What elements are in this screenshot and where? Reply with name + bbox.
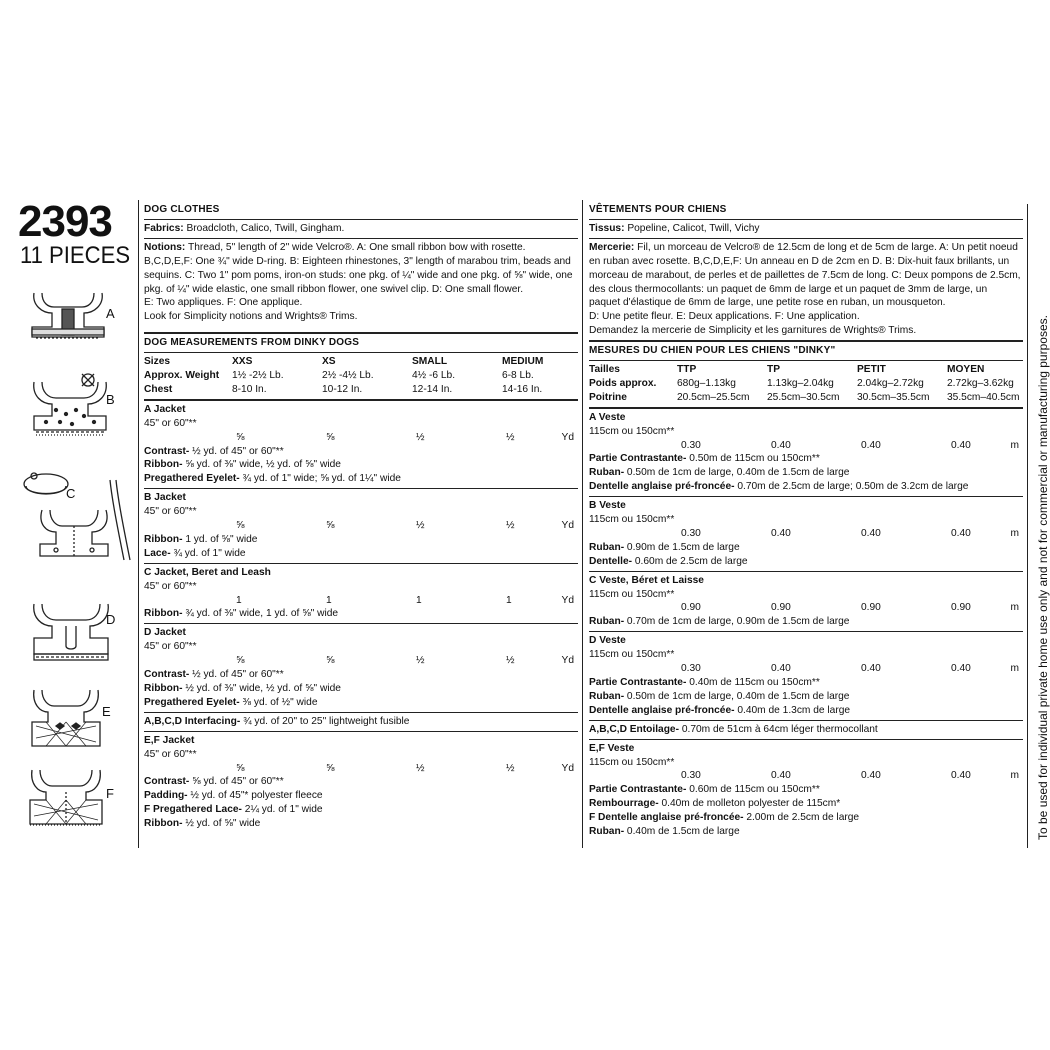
- english-title: DOG CLOTHES: [144, 204, 220, 215]
- yardage-section: [144, 715, 578, 729]
- pattern-number: 2393: [18, 197, 112, 246]
- pieces-count: 11 PIECES: [20, 242, 131, 269]
- measurement-row: [589, 377, 1023, 391]
- french-column: [589, 203, 1023, 839]
- view-d-illustration: [26, 596, 118, 668]
- amount-cell: ½: [506, 655, 515, 667]
- section-title: E,F Veste: [589, 742, 635, 754]
- yardage-section: [144, 626, 578, 709]
- french-title: VÊTEMENTS POUR CHIENS: [589, 204, 727, 215]
- amount-cell: 0.40: [951, 663, 971, 675]
- fabric-width: 115cm ou 150cm**: [589, 588, 675, 600]
- amount-cell: 0.40: [861, 770, 881, 782]
- yardage-section: [589, 634, 1023, 717]
- measurement-cell: MEDIUM: [502, 356, 544, 368]
- measurement-cell: 2.72kg–3.62kg: [947, 377, 1014, 389]
- column-divider-right: [1027, 204, 1028, 848]
- measurement-cell: 2½ -4½ Lb.: [322, 370, 374, 382]
- amount-cell: 0.90: [681, 602, 701, 614]
- english-yardage-table: [144, 403, 578, 831]
- amount-cell: 0.30: [681, 439, 701, 451]
- view-f-illustration: [24, 764, 108, 830]
- notion-line: Ruban- 0.50m de 1cm de large, 0.40m de 1.5cm de large: [589, 690, 850, 702]
- amount-row: [144, 594, 578, 608]
- unit-label: Yd: [561, 594, 574, 606]
- yardage-section: [589, 574, 1023, 630]
- notion-line: Pregathered Eyelet- ¾ yd. of 1" wide; ⅝ yd. of 1¼" wide: [144, 473, 401, 485]
- amount-cell: 0.40: [951, 527, 971, 539]
- notion-line: Padding- ½ yd. of 45"* polyester fleece: [144, 790, 323, 802]
- yardage-section: [589, 742, 1023, 839]
- amount-row: [589, 527, 1023, 541]
- fabric-width: 115cm ou 150cm**: [589, 649, 675, 661]
- amount-cell: 0.40: [771, 527, 791, 539]
- section-title: E,F Jacket: [144, 734, 195, 746]
- measurement-cell: 25.5cm–30.5cm: [767, 391, 840, 403]
- amount-cell: ⅝: [326, 655, 335, 667]
- unit-label: m: [1010, 663, 1019, 675]
- fabric-width: 45" or 60"**: [144, 506, 197, 518]
- french-fabrics: Tissus: Popeline, Calicot, Twill, Vichy: [589, 222, 760, 234]
- amount-cell: 0.40: [951, 770, 971, 782]
- notion-line: Contrast- ½ yd. of 45" or 60"**: [144, 445, 284, 457]
- fabric-width: 115cm ou 150cm**: [589, 756, 675, 768]
- measurement-cell: 12-14 In.: [412, 383, 453, 395]
- section-title: C Jacket, Beret and Leash: [144, 566, 271, 578]
- measurement-cell: TTP: [677, 364, 697, 376]
- measurement-cell: 1½ -2½ Lb.: [232, 370, 284, 382]
- amount-cell: 0.30: [681, 527, 701, 539]
- notion-line: Rembourrage- 0.40m de molleton polyester de 115cm*: [589, 798, 841, 810]
- fabric-width: 45" or 60"**: [144, 641, 197, 653]
- measurement-row: [589, 363, 1023, 377]
- amount-row: [589, 439, 1023, 453]
- measurement-cell: 1.13kg–2.04kg: [767, 377, 834, 389]
- english-notions: Notions: Thread, 5" length of 2" wide Velcro®. A: One small ribbon bow with rosette. B,C,D,E,F: One ¾" wide D-ring. B: Eighteen rhinestones, 3" length of marabou trim, beads and sequins. C: Two 1" pom poms, iron-on studs: one pkg. of ¼" wide and one pkg. of ⅝" wide, one pkg. of ¼" wide elastic, one small ribbon flower, one swivel clip. D: One small flower. E: Two appliques. F: One applique. Look for Simplicity notions and Wrights® Trims.: [144, 241, 573, 323]
- yardage-section: [589, 499, 1023, 569]
- measurement-cell: Poitrine: [589, 391, 627, 403]
- view-c-illustration: [12, 470, 142, 570]
- amount-cell: 0.30: [681, 770, 701, 782]
- measurement-cell: 14-16 In.: [502, 383, 543, 395]
- fabric-width: 45" or 60"**: [144, 748, 197, 760]
- view-label-f: F: [106, 786, 114, 801]
- amount-cell: ⅝: [236, 762, 245, 774]
- amount-cell: ⅝: [236, 520, 245, 532]
- amount-row: [144, 519, 578, 533]
- notion-line: Partie Contrastante- 0.60m de 115cm ou 150cm**: [589, 784, 820, 796]
- fabric-width: 115cm ou 150cm**: [589, 425, 675, 437]
- measurement-cell: Tailles: [589, 364, 620, 376]
- notion-line: Ribbon- 1 yd. of ⅝" wide: [144, 533, 258, 545]
- amount-cell: ⅝: [326, 520, 335, 532]
- section-title: C Veste, Béret et Laisse: [589, 574, 704, 586]
- amount-cell: 1: [416, 594, 422, 606]
- section-title: B Jacket: [144, 492, 186, 504]
- measurement-row: [144, 355, 578, 369]
- amount-cell: 0.90: [771, 602, 791, 614]
- section-title: B Veste: [589, 500, 626, 512]
- amount-cell: ½: [506, 762, 515, 774]
- notion-line: Ribbon- ¾ yd. of ⅜" wide, 1 yd. of ⅝" wide: [144, 608, 339, 620]
- measurement-cell: 4½ -6 Lb.: [412, 370, 456, 382]
- view-label-a: A: [106, 306, 115, 321]
- notion-line: F Dentelle anglaise pré-froncée- 2.00m de 2.5cm de large: [589, 812, 860, 824]
- measurement-cell: 2.04kg–2.72kg: [857, 377, 924, 389]
- unit-label: m: [1010, 770, 1019, 782]
- amount-row: [589, 601, 1023, 615]
- unit-label: m: [1010, 602, 1019, 614]
- notion-line: Ruban- 0.50m de 1cm de large, 0.40m de 1.5cm de large: [589, 467, 850, 479]
- unit-label: m: [1010, 527, 1019, 539]
- amount-row: [144, 762, 578, 776]
- notion-line: Ribbon- ⅝ yd. of ⅜" wide, ½ yd. of ⅝" wide: [144, 459, 341, 471]
- amount-cell: ⅝: [236, 431, 245, 443]
- measurement-cell: PETIT: [857, 364, 886, 376]
- english-measurements-table: [144, 355, 578, 397]
- amount-cell: 0.40: [771, 663, 791, 675]
- english-column: [144, 203, 578, 831]
- amount-cell: ½: [506, 520, 515, 532]
- amount-cell: ½: [416, 762, 425, 774]
- amount-cell: ½: [416, 520, 425, 532]
- yardage-section: [144, 403, 578, 486]
- view-label-b: B: [106, 392, 115, 407]
- amount-cell: 1: [326, 594, 332, 606]
- notion-line: Ruban- 0.90m de 1.5cm de large: [589, 541, 740, 553]
- section-title: A,B,C,D Entoilage- 0.70m de 51cm à 64cm léger thermocollant: [589, 723, 878, 735]
- yardage-section: [144, 566, 578, 622]
- notion-line: Contrast- ½ yd. of 45" or 60"**: [144, 669, 284, 681]
- measurement-cell: 8-10 In.: [232, 383, 267, 395]
- amount-cell: 0.90: [861, 602, 881, 614]
- amount-cell: ⅝: [326, 431, 335, 443]
- amount-cell: 0.40: [861, 663, 881, 675]
- measurement-cell: MOYEN: [947, 364, 985, 376]
- amount-cell: 0.90: [951, 602, 971, 614]
- amount-cell: 1: [236, 594, 242, 606]
- section-title: D Veste: [589, 635, 626, 647]
- measurement-cell: 680g–1.13kg: [677, 377, 736, 389]
- measurement-cell: TP: [767, 364, 781, 376]
- english-measurements-title: DOG MEASUREMENTS FROM DINKY DOGS: [144, 337, 360, 349]
- column-divider-middle: [582, 200, 583, 848]
- notion-line: Dentelle anglaise pré-froncée- 0.40m de 1.3cm de large: [589, 704, 851, 716]
- unit-label: Yd: [561, 762, 574, 774]
- amount-cell: 0.40: [951, 439, 971, 451]
- view-label-d: D: [106, 612, 116, 627]
- unit-label: Yd: [561, 431, 574, 443]
- english-fabrics: Fabrics: Broadcloth, Calico, Twill, Gingham.: [144, 222, 345, 234]
- view-label-c: C: [66, 486, 76, 501]
- view-label-e: E: [102, 704, 111, 719]
- measurement-cell: XS: [322, 356, 336, 368]
- amount-row: [144, 431, 578, 445]
- usage-notice: To be used for individual private home use only and not for commercial or manufacturing purposes.: [1036, 315, 1050, 840]
- measurement-cell: 30.5cm–35.5cm: [857, 391, 930, 403]
- section-title: A Veste: [589, 411, 626, 423]
- measurement-row: [144, 383, 578, 397]
- measurement-cell: XXS: [232, 356, 253, 368]
- notion-line: Ruban- 0.70m de 1cm de large, 0.90m de 1.5cm de large: [589, 616, 850, 628]
- amount-cell: 0.40: [771, 770, 791, 782]
- notion-line: Lace- ¾ yd. of 1" wide: [144, 547, 246, 559]
- measurement-cell: 20.5cm–25.5cm: [677, 391, 750, 403]
- yardage-section: [589, 411, 1023, 494]
- notion-line: Partie Contrastante- 0.50m de 115cm ou 150cm**: [589, 453, 820, 465]
- measurement-cell: 35.5cm–40.5cm: [947, 391, 1020, 403]
- amount-cell: ⅝: [236, 655, 245, 667]
- notion-line: F Pregathered Lace- 2¼ yd. of 1" wide: [144, 804, 323, 816]
- notion-line: Ribbon- ½ yd. of ⅝" wide: [144, 818, 261, 830]
- measurement-cell: 10-12 In.: [322, 383, 363, 395]
- column-divider-left: [138, 200, 139, 848]
- section-title: A,B,C,D Interfacing- ¾ yd. of 20" to 25" lightweight fusible: [144, 715, 410, 727]
- amount-cell: ½: [506, 431, 515, 443]
- amount-cell: ½: [416, 655, 425, 667]
- french-measurements-title: MESURES DU CHIEN POUR LES CHIENS "DINKY": [589, 345, 836, 357]
- amount-cell: 0.30: [681, 663, 701, 675]
- amount-cell: ½: [416, 431, 425, 443]
- unit-label: m: [1010, 439, 1019, 451]
- section-title: A Jacket: [144, 403, 186, 415]
- amount-row: [589, 662, 1023, 676]
- yardage-section: [589, 723, 1023, 737]
- notion-line: Dentelle anglaise pré-froncée- 0.70m de 2.5cm de large; 0.50m de 3.2cm de large: [589, 481, 969, 493]
- measurement-cell: 6-8 Lb.: [502, 370, 534, 382]
- notion-line: Ribbon- ½ yd. of ⅜" wide, ½ yd. of ⅝" wide: [144, 682, 341, 694]
- measurement-row: [589, 391, 1023, 405]
- amount-row: [144, 654, 578, 668]
- unit-label: Yd: [561, 520, 574, 532]
- measurement-cell: Approx. Weight: [144, 370, 220, 382]
- notion-line: Partie Contrastante- 0.40m de 115cm ou 150cm**: [589, 676, 820, 688]
- section-title: D Jacket: [144, 627, 186, 639]
- yardage-section: [144, 491, 578, 561]
- amount-cell: ⅝: [326, 762, 335, 774]
- fabric-width: 45" or 60"**: [144, 580, 197, 592]
- amount-cell: 1: [506, 594, 512, 606]
- fabric-width: 45" or 60"**: [144, 417, 197, 429]
- fabric-width: 115cm ou 150cm**: [589, 514, 675, 526]
- notion-line: Ruban- 0.40m de 1.5cm de large: [589, 826, 740, 838]
- notion-line: Pregathered Eyelet- ⅜ yd. of ½" wide: [144, 696, 318, 708]
- notion-line: Contrast- ⅝ yd. of 45" or 60"**: [144, 776, 284, 788]
- measurement-row: [144, 369, 578, 383]
- french-yardage-table: [589, 411, 1023, 839]
- notion-line: Dentelle- 0.60m de 2.5cm de large: [589, 555, 748, 567]
- measurement-cell: SMALL: [412, 356, 448, 368]
- measurement-cell: Sizes: [144, 356, 171, 368]
- amount-cell: 0.40: [771, 439, 791, 451]
- amount-row: [589, 769, 1023, 783]
- measurement-cell: Poids approx.: [589, 377, 657, 389]
- view-b-illustration: [26, 372, 118, 442]
- view-a-illustration: [24, 285, 114, 345]
- amount-cell: 0.40: [861, 527, 881, 539]
- french-measurements-table: [589, 363, 1023, 405]
- measurement-cell: Chest: [144, 383, 173, 395]
- french-notions: Mercerie: Fil, un morceau de Velcro® de 12.5cm de long et de 5cm de large. A: Un petit noeud en ruban avec rosette. B,C,D,E,F: Un anneau en D de 2cm en D. B: Dix-huit faux brillants, un morceau de marabout, de perles et de paillettes de 7.5cm de long. C: Deux pompons de 2.5cm, des clous thermocollants: un paquet de 6mm de large et un paquet de 3mm de large, un paquet d'élastique de 6mm de large, une petite rose en ruban, un mousqueton. D: Une petite fleur. E: Deux applications. F: Une application. Demandez la mercerie de Simplicity et les garnitures de Wrights® Trims.: [589, 241, 1021, 337]
- amount-cell: 0.40: [861, 439, 881, 451]
- unit-label: Yd: [561, 655, 574, 667]
- yardage-section: [144, 734, 578, 831]
- view-e-illustration: [26, 682, 106, 754]
